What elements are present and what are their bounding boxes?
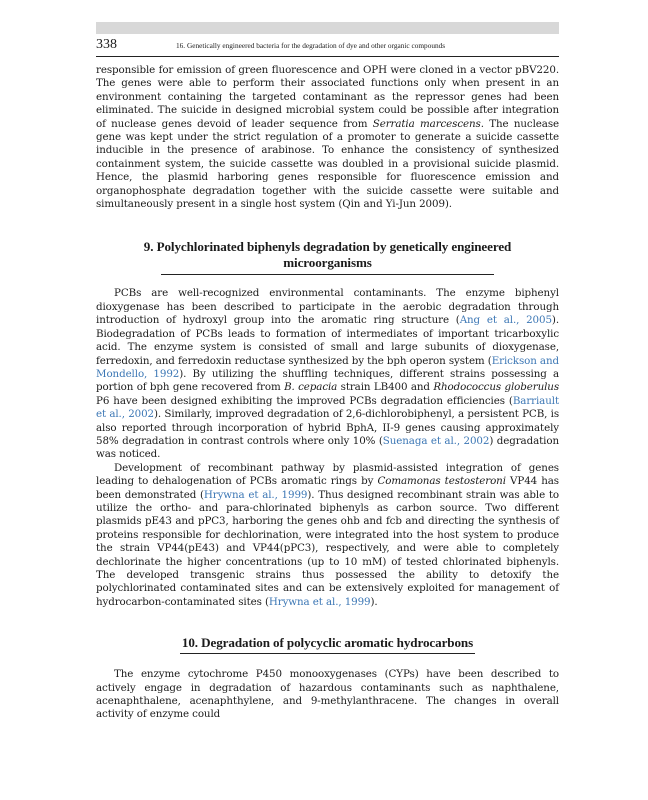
citation-link[interactable]: Suenaga et al., 2002 <box>382 434 490 447</box>
citation-link[interactable]: Erickson and Mondello, 1992 <box>96 354 559 380</box>
species-name: B. cepacia <box>284 381 338 394</box>
header-bar <box>96 22 559 34</box>
continuation-paragraph: responsible for emission of green fluorescence and OPH were cloned in a vector pBV220. The genes were able to perform their associated functions only when present in an environment containing the targeted contaminant as the repressor genes had been eliminated. The suicide in designed microbial system could be possible after integration of nuclease genes devoid of leader sequence from Serratia marcescens. The nuclease gene was kept under the strict regulation of a promoter to generate a suicide cassette inducible in the presence of arabinose. To enhance the consistency of synthesized containment system, the suicide cassette was doubled in a provisional suicide plasmid. Hence, the plasmid harboring genes responsible for fluorescence emission and organophosphate degradation together with the suicide cassette were suitable and simultaneously present in a single host system (Qin and Yi-Jun 2009). <box>96 64 560 211</box>
section-10-heading: 10. Degradation of polycyclic aromatic hydrocarbons <box>96 635 559 654</box>
page-body <box>96 64 559 722</box>
citation-link[interactable]: Ang et al., 2005 <box>459 314 552 327</box>
species-name: Serratia marcescens <box>372 117 481 130</box>
running-head <box>96 38 559 57</box>
section-9-paragraph-2: Development of recombinant pathway by plasmid-assisted integration of genes leading to dehalogenation of PCBs aromatic rings by Comamonas testosteroni VP44 has been demonstrated (Hrywna et al., 1999). Thus designed recombinant strain was able to utilize the ortho- and para-chlorinated biphenyls as carbon source. Two different plasmids pE43 and pPC3, harboring the genes ohb and fcb and directing the synthesis of proteins responsible for dechlorination, were integrated into the host system to produce the strain VP44(pE43) and VP44(pPC3), respectively, and were able to completely dechlorinate the higher concentrations (up to 10 mM) of tested chlorinated biphenyls. The developed transgenic strains thus possessed the ability to detoxify the polychlorinated contaminated sites and can be extensively exploited for management of hydrocarbon-contaminated sites (Hrywna et al., 1999). <box>96 461 560 608</box>
chapter-title: 16. Genetically engineered bacteria for the degradation of dye and other organic compounds <box>176 41 446 50</box>
section-9-paragraph-1: PCBs are well-recognized environmental contaminants. The enzyme biphenyl dioxygenase has been described to participate in the aerobic degradation through introduction of hydroxyl group into the aromatic ring structure (Ang et al., 2005). Biodegradation of PCBs leads to formation of intermediates of important tricarboxylic acid. The enzyme system is consisted of small and large subunits of dioxygenase, ferredoxin, and ferredoxin reductase synthesized by the bph operon system (Erickson and Mondello, 1992). By utilizing the shuffling techniques, different strains possessing a portion of bph gene recovered from B. cepacia strain LB400 and Rhodococcus globerulus P6 have been designed exhibiting the improved PCBs degradation efficiencies (Barriault et al., 2002). Similarly, improved degradation of 2,6-dichlorobiphenyl, a persistent PCB, is also reported through incorporation of hybrid BphA, II-9 genes causing approximately 58% degradation in contrast controls where only 10% (Suenaga et al., 2002) degradation was noticed. <box>96 287 560 461</box>
citation-link[interactable]: Barriault et al., 2002 <box>96 394 559 421</box>
citation-link[interactable]: Hrywna et al., 1999 <box>268 595 371 608</box>
species-name: Comamonas testosteroni <box>377 475 506 488</box>
citation-link[interactable]: Hrywna et al., 1999 <box>203 488 308 501</box>
section-10-paragraph-1: The enzyme cytochrome P450 monooxygenases (CYPs) have been described to actively engage in degradation of hazardous contaminants such as naphthalene, acenaphthalene, acenaphthylene, and 9-methylanthracene. The changes in overall activity of enzyme could <box>96 668 559 721</box>
section-9-heading: 9. Polychlorinated biphenyls degradation by genetically engineered microorganisms <box>143 239 512 271</box>
page-number: 338 <box>96 37 117 52</box>
heading-rule <box>161 274 494 275</box>
species-name: Rhodococcus globerulus <box>433 381 560 394</box>
